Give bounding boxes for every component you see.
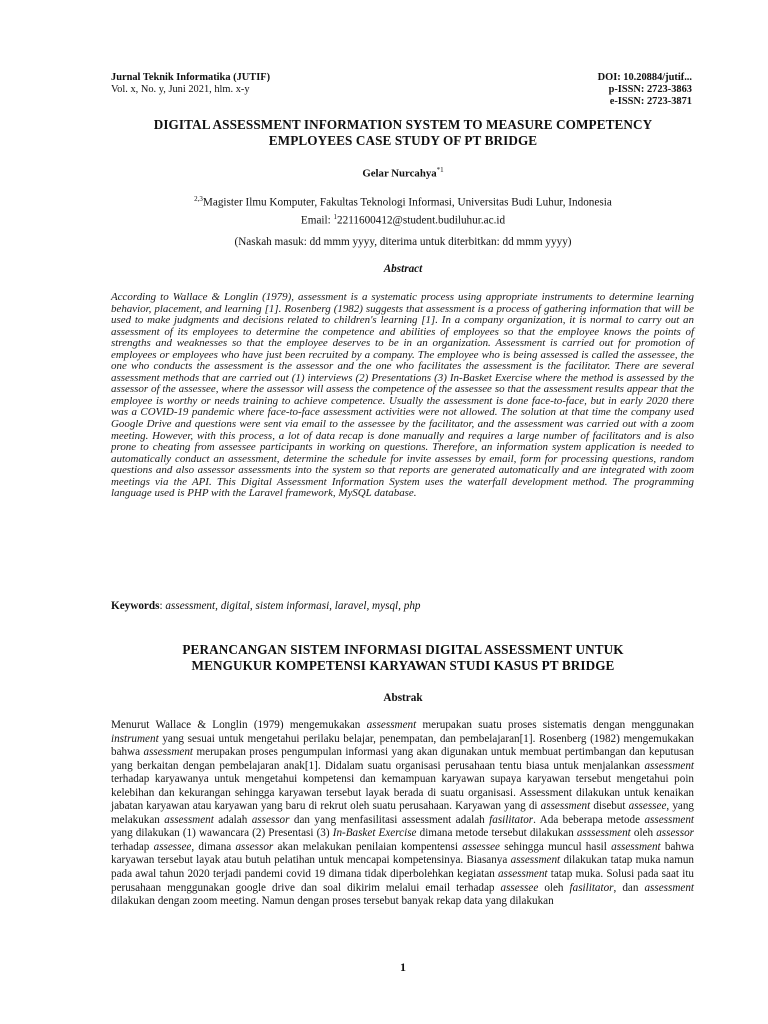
abstract-indonesian-segment: oleh: [538, 881, 570, 894]
abstract-indonesian-segment: bahwa karyawan tersebut layak atau butuh pelatihan untuk mencapai kompetensinya. Biasanya: [111, 840, 694, 867]
abstract-indonesian-segment: , yang melakukan: [111, 800, 694, 826]
abstract-heading-indonesian: Abstrak: [383, 692, 423, 704]
paper-title-english-line2: EMPLOYEES CASE STUDY OF PT BRIDGE: [268, 133, 538, 148]
affiliation-text: Magister Ilmu Komputer, Fakultas Teknologi Informasi, Universitas Budi Luhur, Indonesia: [202, 196, 612, 209]
abstract-indonesian-segment: Menurut Wallace & Longlin (1979) mengemukakan: [111, 719, 367, 731]
author: [100, 166, 706, 180]
abstract-indonesian-segment: fasilitator: [569, 881, 614, 894]
abstract-indonesian-segment: dilakukan tatap muka namun pada awal tahun 2020 terjadi pandemi covid 19 dimana tidak diperbolehkan kegiatan: [111, 854, 695, 881]
abstract-indonesian-segment: disebut: [590, 800, 629, 813]
author-superscript: *1: [436, 166, 444, 174]
journal-volume: Vol. x, No. y, Juni 2021, hlm. x-y: [111, 84, 250, 95]
journal-name: Jurnal Teknik Informatika (JUTIF): [111, 72, 271, 83]
abstract-indonesian-text: [111, 719, 694, 909]
abstract-indonesian-segment: oleh: [630, 827, 657, 840]
abstract-indonesian-segment: terhadap: [111, 840, 154, 853]
abstract-indonesian-segment: assessment: [366, 719, 417, 731]
abstract-indonesian-segment: fasilitator: [489, 813, 534, 826]
page-number: 1: [400, 960, 406, 974]
email-label: Email:: [300, 214, 334, 227]
abstract-indonesian-segment: assessment: [540, 800, 591, 813]
keywords-colon: :: [159, 600, 166, 612]
abstract-indonesian-segment: assessment: [644, 881, 694, 894]
paper-title-indonesian: [100, 642, 706, 674]
abstract-indonesian-segment: dan yang menfasilitasi assessment adalah: [289, 813, 490, 826]
abstract-indonesian-segment: merupakan proses pengumpulan informasi yang akan digunakan untuk membuat pertimbangan dan keputusan yang berkaitan dengan pembelajaran anak[1]. Didalam suatu organisasi perusahaan tentu biasa untuk menjalankan: [111, 746, 694, 772]
abstract-indonesian-segment: dilakukan dengan zoom meeting. Namun dengan proses tersebut banyak rekap data yang dilakukan: [111, 895, 554, 908]
abstract-indonesian-segment: , dimana: [191, 840, 236, 853]
affiliation-superscript: 2,3: [194, 195, 203, 203]
paper-title-indonesian-line2: MENGUKUR KOMPETENSI KARYAWAN STUDI KASUS PT BRIDGE: [191, 658, 615, 673]
doi-text: DOI: 10.20884/jutif...: [597, 72, 692, 83]
keywords: [111, 600, 694, 612]
abstract-indonesian-segment: adalah: [213, 813, 252, 826]
abstract-indonesian-segment: merupakan suatu proses sistematis dengan menggunakan: [416, 719, 694, 731]
abstract-indonesian-segment: assessment: [644, 813, 694, 826]
abstract-indonesian-segment: instrument: [111, 732, 159, 745]
abstract-indonesian-segment: assessee: [500, 881, 539, 894]
keywords-text: assessment, digital, sistem informasi, laravel, mysql, php: [165, 600, 421, 612]
pissn-text: p-ISSN: 2723-3863: [608, 84, 692, 95]
keywords-label: Keywords: [111, 600, 160, 612]
eissn-text: e-ISSN: 2723-3871: [609, 96, 692, 107]
email-superscript: 1: [333, 212, 338, 221]
abstract-english-text: According to Wallace & Longlin (1979), assessment is a systematic process using appropriate instruments to determine learning behavior, placement, and learning [1]. Rosenberg (1982) suggests that assessment is a process of gathering information that will be used to make judgments and decisions related to children's learning [1]. In a company organization, it is normal to carry out an assessment of its employees to determine the competence and abilities of employees so that the employee knows the points of strengths and weaknesses so that the employee deserves to be in an organization. Assessment is carried out for promotion of employees or employees who have just been recruited by a company. The employee who is being assessed is called the assessee, the one who conducts the assessment is the assessor and the one who facilitates the assessment is the facilitator. There are several assessment methods that are carried out (1) interviews (2) Presentations (3) In-Basket Exercise where the method is assessed by the assessor of the assessee, where the assessor will assess the competence of the assessee so that the assessment results appear that the employee is worthy or needs training to achieve competence. Usually the assessment is done face-to-face, but in early 2020 there was a COVID-19 pandemic where face-to-face assessment activities were not allowed. The solution at that time the company used Google Drive and questions were sent via email to the assessee by the facilitator, and the assessment was carried out with a zoom meeting. However, with this process, a lot of data recap is done manually and requires a large number of facilitators and is also prone to cheating from assessee participants in working on questions. Therefore, an information system application is needed to automatically conduct an assessment, determine the schedule for invite assesses by email, form for processing questions, random questions and also assessor assessments into the system so that reports are generated automatically and are integrated with zoom meetings via the API. This Digital Assessment Information System uses the waterfall development method. The programming language used is PHP with the Laravel framework, MySQL database.: [111, 291, 694, 500]
abstract-indonesian-segment: assessment: [164, 813, 214, 826]
abstract-indonesian-segment: terhadap karyawanya untuk mengetahui kompetensi dan kemampuan karyawan supaya karyawan tersebut mengetahui poin kelebihan dan kekurangan sehingga karyawan tersebut layak berada di suatu organisasi. Assessment dilakukan untuk kenaikan jabatan karyawan atau karyawan yang baru di rekrut oleh suatu perusahaan. Karyawan yang di: [111, 773, 694, 813]
abstract-indonesian-segment: assessment: [644, 759, 694, 772]
abstract-indonesian-segment: In-Basket Exercise: [332, 827, 417, 840]
submission-dates: (Naskah masuk: dd mmm yyyy, diterima untuk diterbitkan: dd mmm yyyy): [234, 236, 572, 248]
affiliation: [100, 192, 706, 227]
abstract-indonesian-segment: assessor: [656, 827, 694, 840]
abstract-indonesian-segment: assessment: [497, 868, 548, 881]
abstract-indonesian-segment: assessment: [611, 840, 661, 853]
journal-identifiers: [598, 72, 692, 108]
paper-title-english-line1: DIGITAL ASSESSMENT INFORMATION SYSTEM TO MEASURE COMPETENCY: [153, 117, 653, 132]
abstract-indonesian-segment: , dan: [613, 881, 645, 894]
abstract-indonesian-segment: tatap muka. Solusi pada saat itu perusahaan menggunakan google drive dan soal dikirim melalui email terhadap: [111, 868, 694, 894]
abstract-indonesian-segment: yang sesuai untuk mengetahui perilaku belajar, penempatan, dan pembelajaran[1]. Rosenberg (1982) mengemukakan bahwa: [111, 732, 694, 759]
abstract-indonesian-segment: assessor: [251, 813, 290, 826]
abstract-indonesian-segment: asssessment: [576, 827, 631, 840]
paper-title-english: [100, 117, 706, 149]
email-address: 2211600412@student.budiluhur.ac.id: [337, 214, 506, 227]
abstract-indonesian-segment: sehingga muncul hasil: [500, 840, 612, 853]
abstract-indonesian-segment: . Ada beberapa metode: [533, 813, 645, 826]
abstract-heading-english: Abstract: [383, 263, 423, 275]
abstract-indonesian-segment: akan melakukan penilaian kompentensi: [273, 840, 463, 853]
abstract-indonesian-segment: assessment: [510, 854, 561, 867]
paper-title-indonesian-line1: PERANCANGAN SISTEM INFORMASI DIGITAL ASSESSMENT UNTUK: [182, 642, 624, 657]
journal-header: [111, 72, 270, 96]
author-name: Gelar Nurcahya: [362, 167, 437, 180]
abstract-indonesian-segment: assessee: [462, 840, 500, 853]
abstract-indonesian-segment: yang dilakukan (1) wawancara (2) Presentasi (3): [111, 827, 333, 840]
abstract-indonesian-segment: dimana metode tersebut dilakukan: [416, 827, 577, 840]
abstract-indonesian-segment: assessee: [628, 800, 667, 813]
abstract-indonesian-segment: assessment: [143, 746, 194, 759]
abstract-indonesian-segment: assessor: [235, 840, 274, 853]
abstract-indonesian-segment: assessee: [153, 840, 192, 853]
